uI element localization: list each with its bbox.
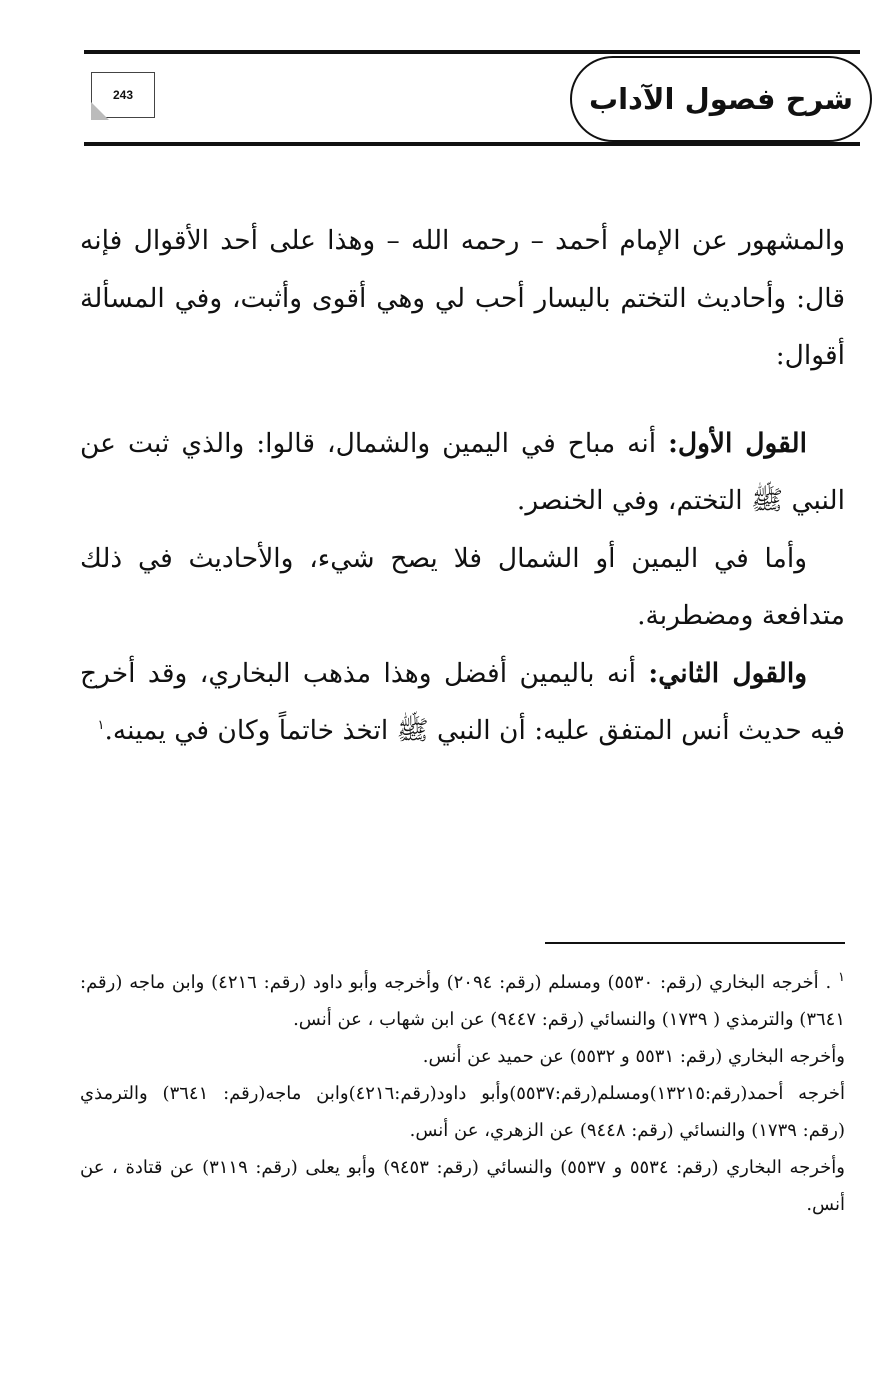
first-opinion-label: القول الأول: (668, 427, 807, 459)
page-corner-fold-icon (91, 102, 109, 120)
footnote-2: وأخرجه البخاري (رقم: ٥٥٣١ و ٥٥٣٢) عن حميد عن أنس. (422, 1046, 845, 1067)
footnote-1-text: . أخرجه البخاري (رقم: ٥٥٣٠) ومسلم (رقم: ٢٠٩٤) وأخرجه وأبو داود (رقم: ٤٢١٦) وابن ماجه (رقم: ٣٦٤١) والترمذي ( ١٧٣٩) والنسائي (رقم: ٩٤٤٧) عن ابن شهاب ، عن أنس. (80, 972, 845, 1030)
footnote-separator (545, 942, 845, 944)
footnote-reference: ١ (97, 718, 105, 734)
footnote-3: أخرجه أحمد(رقم:١٣٢١٥)ومسلم(رقم:٥٥٣٧)وأبو داود(رقم:٤٢١٦)وابن ماجه(رقم: ٣٦٤١) والترمذي (رقم: ١٧٣٩) والنسائي (رقم: ٩٤٤٨) عن الزهري، عن أنس. (80, 1083, 846, 1141)
header-title-frame (570, 56, 872, 142)
header-bottom-rule (84, 142, 860, 146)
paragraph-2 (80, 415, 845, 530)
paragraph-1: والمشهور عن الإمام أحمد – رحمه الله – وهذا على أحد الأقوال فإنه قال: وأحاديث التختم باليسار أحب لي وهي أقوى وأثبت، وفي المسألة أقوال: (80, 225, 845, 371)
paragraph-4 (80, 645, 845, 760)
footnote-1 (80, 964, 845, 1038)
first-opinion-text: أنه مباح في اليمين والشمال، قالوا: والذي ثبت عن النبي ﷺ التختم، وفي الخنصر. (80, 427, 845, 516)
footnote-marker: ١ (838, 970, 846, 985)
paragraph-3: وأما في اليمين أو الشمال فلا يصح شيء، والأحاديث في ذلك متدافعة ومضطربة. (80, 542, 845, 631)
main-text (80, 212, 845, 760)
second-opinion-label: والقول الثاني: (648, 657, 808, 689)
second-opinion-text: أنه باليمين أفضل وهذا مذهب البخاري، وقد أخرج فيه حديث أنس المتفق عليه: أن النبي ﷺ اتخذ خاتماً وكان في يمينه. (80, 657, 845, 746)
book-title: شرح فصول الآداب (588, 82, 854, 116)
footnotes (80, 964, 845, 1223)
header-top-rule (84, 50, 860, 54)
footnote-4: وأخرجه البخاري (رقم: ٥٥٣٤ و ٥٥٣٧) والنسائي (رقم: ٩٤٥٣) وأبو يعلى (رقم: ٣١١٩) عن قتادة ، عن أنس. (80, 1157, 845, 1215)
page-number: 243 (112, 88, 134, 102)
